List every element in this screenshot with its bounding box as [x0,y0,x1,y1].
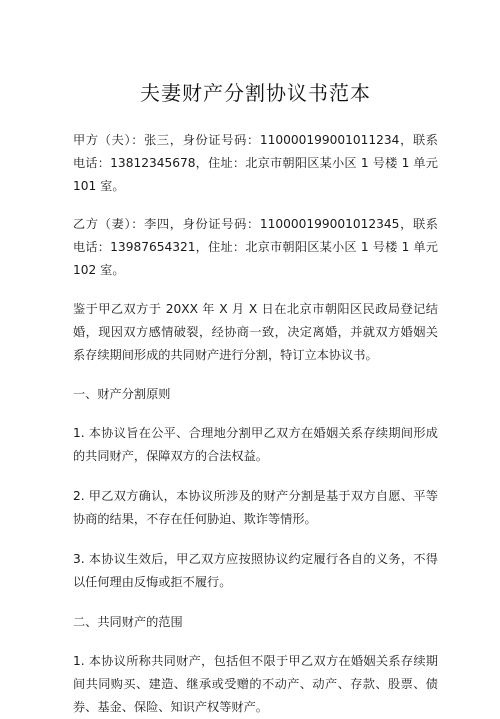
principle-item-2: 2. 甲乙双方确认，本协议所涉及的财产分割是基于双方自愿、平等协商的结果，不存在任何胁迫、欺诈等情形。 [73,489,438,526]
document-title: 夫妻财产分割协议书范本 [140,81,371,105]
party-b-info: 乙方（妻）：李四，身份证号码：110000199001012345，联系电话：13987654321，住址：北京市朝阳区某小区 1 号楼 1 单元 102 室。 [73,217,438,277]
party-a-info: 甲方（夫）：张三，身份证号码：110000199001011234，联系电话：13812345678，住址：北京市朝阳区某小区 1 号楼 1 单元 101 室。 [73,133,438,193]
principle-item-1: 1. 本协议旨在公平、合理地分割甲乙双方在婚姻关系存续期间形成的共同财产，保障双方的合法权益。 [73,426,438,463]
scope-item-1: 1. 本协议所称共同财产，包括但不限于甲乙双方在婚姻关系存续期间共同购买、建造、继承或受赠的不动产、动产、存款、股票、债券、基金、保险、知识产权等财产。 [73,654,438,714]
principle-item-3: 3. 本协议生效后，甲乙双方应按照协议约定履行各自的义务，不得以任何理由反悔或拒不履行。 [73,552,438,589]
section-heading-principles: 一、财产分割原则 [73,387,171,401]
section-heading-scope: 二、共同财产的范围 [73,615,183,629]
preamble-paragraph: 鉴于甲乙双方于 20XX 年 X 月 X 日在北京市朝阳区民政局登记结婚，现因双方感情破裂，经协商一致，决定离婚，并就双方婚姻关系存续期间形成的共同财产进行分割，特订立本协议书。 [73,302,438,362]
